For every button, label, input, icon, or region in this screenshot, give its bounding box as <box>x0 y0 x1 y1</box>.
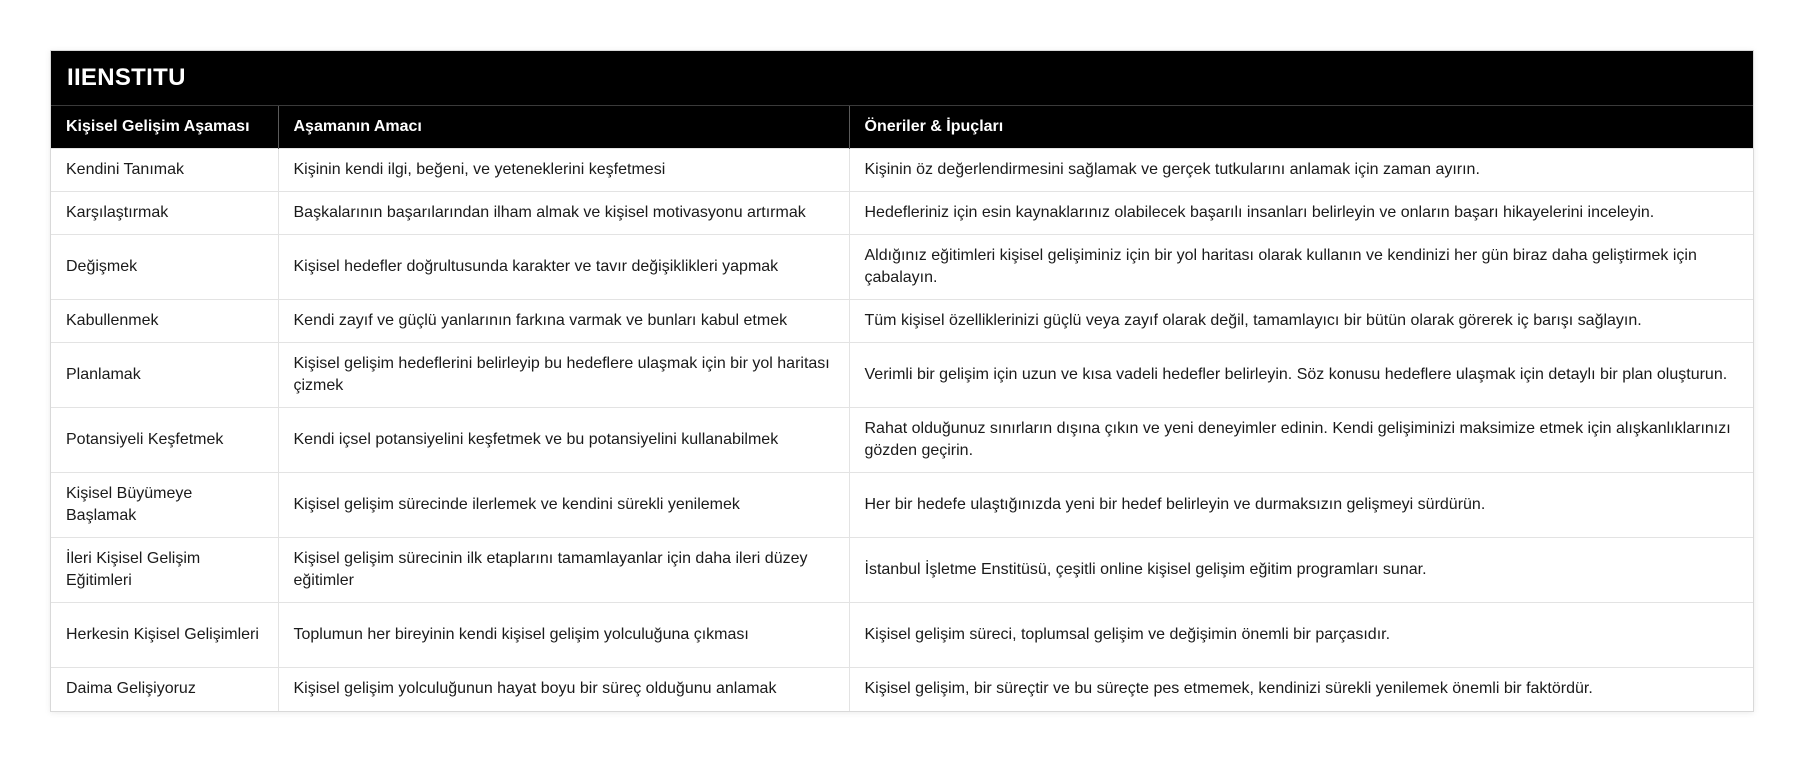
stage-cell: Kendini Tanımak <box>51 149 278 192</box>
purpose-cell: Toplumun her bireyinin kendi kişisel gelişim yolculuğuna çıkması <box>278 603 849 668</box>
stage-cell: Planlamak <box>51 343 278 408</box>
header-tips: Öneriler & İpuçları <box>849 106 1753 149</box>
purpose-cell: Kişisel gelişim sürecinin ilk etaplarını tamamlayanlar için daha ileri düzey eğitimler <box>278 538 849 603</box>
purpose-cell: Kendi zayıf ve güçlü yanlarının farkına varmak ve bunları kabul etmek <box>278 300 849 343</box>
header-purpose: Aşamanın Amacı <box>278 106 849 149</box>
purpose-cell: Başkalarının başarılarından ilham almak ve kişisel motivasyonu artırmak <box>278 192 849 235</box>
table-header-row <box>51 106 1753 149</box>
brand-title: IIENSTITU <box>51 51 1753 105</box>
stage-cell: Kişisel Büyümeye Başlamak <box>51 473 278 538</box>
tips-cell: Kişinin öz değerlendirmesini sağlamak ve gerçek tutkularını anlamak için zaman ayırın. <box>849 149 1753 192</box>
purpose-cell: Kişisel gelişim hedeflerini belirleyip bu hedeflere ulaşmak için bir yol haritası çizmek <box>278 343 849 408</box>
tips-cell: İstanbul İşletme Enstitüsü, çeşitli online kişisel gelişim eğitim programları sunar. <box>849 538 1753 603</box>
table-row <box>51 149 1753 192</box>
development-stages-table <box>51 105 1753 711</box>
tips-cell: Kişisel gelişim süreci, toplumsal gelişim ve değişimin önemli bir parçasıdır. <box>849 603 1753 668</box>
table-row <box>51 408 1753 473</box>
header-stage: Kişisel Gelişim Aşaması <box>51 106 278 149</box>
table-row <box>51 235 1753 300</box>
table-row <box>51 192 1753 235</box>
purpose-cell: Kişisel gelişim sürecinde ilerlemek ve kendini sürekli yenilemek <box>278 473 849 538</box>
tips-cell: Hedefleriniz için esin kaynaklarınız olabilecek başarılı insanları belirleyin ve onların başarı hikayelerini inceleyin. <box>849 192 1753 235</box>
table-row <box>51 603 1753 668</box>
table-row <box>51 473 1753 538</box>
stage-cell: Potansiyeli Keşfetmek <box>51 408 278 473</box>
stage-cell: Kabullenmek <box>51 300 278 343</box>
stage-cell: İleri Kişisel Gelişim Eğitimleri <box>51 538 278 603</box>
table-row <box>51 538 1753 603</box>
purpose-cell: Kişisel hedefler doğrultusunda karakter ve tavır değişiklikleri yapmak <box>278 235 849 300</box>
tips-cell: Her bir hedefe ulaştığınızda yeni bir hedef belirleyin ve durmaksızın gelişmeyi sürdürün. <box>849 473 1753 538</box>
stage-cell: Daima Gelişiyoruz <box>51 668 278 711</box>
tips-cell: Rahat olduğunuz sınırların dışına çıkın ve yeni deneyimler edinin. Kendi gelişiminizi maksimize etmek için alışkanlıklarınızı gözden geçirin. <box>849 408 1753 473</box>
tips-cell: Kişisel gelişim, bir süreçtir ve bu süreçte pes etmemek, kendinizi sürekli yenilemek önemli bir faktördür. <box>849 668 1753 711</box>
tips-cell: Verimli bir gelişim için uzun ve kısa vadeli hedefler belirleyin. Söz konusu hedeflere ulaşmak için detaylı bir plan oluşturun. <box>849 343 1753 408</box>
tips-cell: Aldığınız eğitimleri kişisel gelişiminiz için bir yol haritası olarak kullanın ve kendinizi her gün biraz daha geliştirmek için çabalayın. <box>849 235 1753 300</box>
table-row <box>51 668 1753 711</box>
stage-cell: Karşılaştırmak <box>51 192 278 235</box>
purpose-cell: Kişisel gelişim yolculuğunun hayat boyu bir süreç olduğunu anlamak <box>278 668 849 711</box>
purpose-cell: Kişinin kendi ilgi, beğeni, ve yeteneklerini keşfetmesi <box>278 149 849 192</box>
table-row <box>51 343 1753 408</box>
stage-cell: Değişmek <box>51 235 278 300</box>
purpose-cell: Kendi içsel potansiyelini keşfetmek ve bu potansiyelini kullanabilmek <box>278 408 849 473</box>
table-card <box>50 50 1754 712</box>
table-row <box>51 300 1753 343</box>
tips-cell: Tüm kişisel özelliklerinizi güçlü veya zayıf olarak değil, tamamlayıcı bir bütün olarak görerek iç barışı sağlayın. <box>849 300 1753 343</box>
stage-cell: Herkesin Kişisel Gelişimleri <box>51 603 278 668</box>
